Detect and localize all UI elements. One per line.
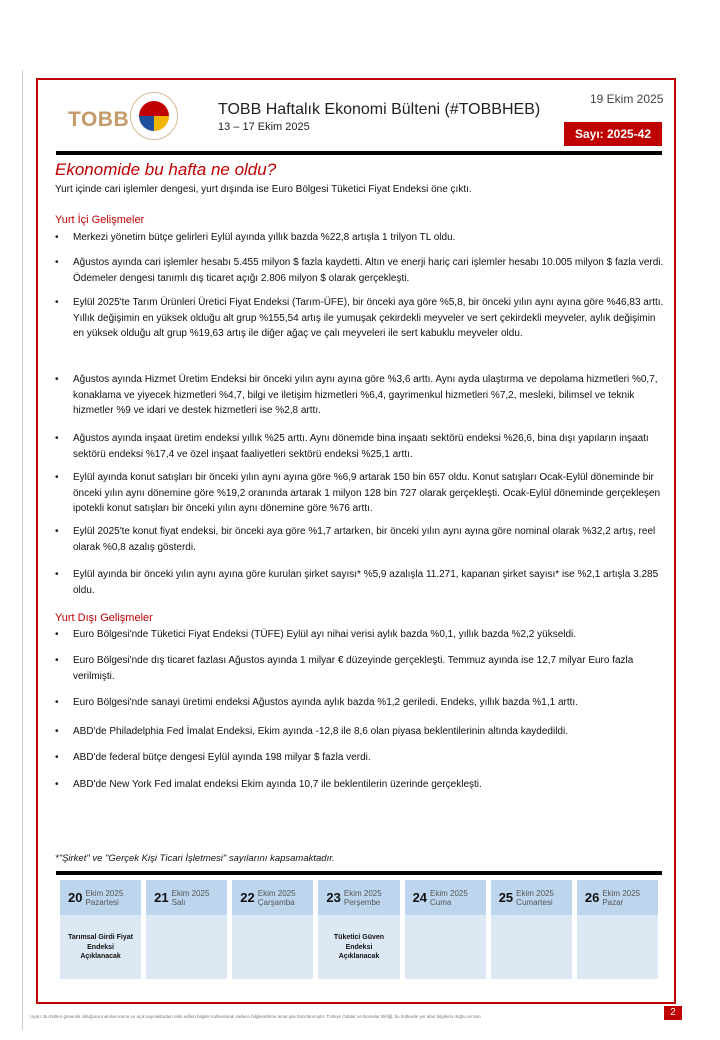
list-item: • ABD'de New York Fed imalat endeksi Ekim ayında 10,7 ile beklentilerin üzerinde gerçekleşti. <box>55 777 665 793</box>
day-number: 25 <box>498 890 514 905</box>
lead-text: Yurt içinde cari işlemler dengesi, yurt dışında ise Euro Bölgesi Tüketici Fiyat Endeksi öne çıktı. <box>55 184 472 195</box>
day-number: 20 <box>68 890 83 905</box>
list-item: • ABD'de federal bütçe dengesi Eylül ayında 198 milyar $ fazla verdi. <box>55 750 665 766</box>
calendar-day <box>60 880 141 979</box>
day-weekday: Pazar <box>602 897 624 907</box>
list-item: • Euro Bölgesi'nde dış ticaret fazlası Ağustos ayında 1 milyar € düzeyinde gerçekleşti. Temmuz ayında ise 12,7 milyar Euro fazla verilmişti. <box>55 653 665 684</box>
list-item: • Ağustos ayında Hizmet Üretim Endeksi bir önceki yılın aynı ayına göre %3,6 arttı. Aynı ayda ulaştırma ve depolama hizmetleri %0,7, konaklama ve yiyecek hizmetleri %4,7, bilgi ve iletişim hizmetleri %6,4, gayrimenkul hizmetleri %7,2, mesleki, bilimsel ve teknik hizmetler %9 ve idari ve destek hizmetleri ise %2,8 arttı. <box>55 372 665 419</box>
calendar-day <box>405 880 486 979</box>
list-item: • Ağustos ayında cari işlemler hesabı 5.455 milyon $ fazla kaydetti. Altın ve enerji hariç cari işlemler hesabı 10.005 milyon $ fazla verdi. Ödemeler dengesi tanımlı dış ticaret açığı 2.806 milyon $ olarak gerçekleşti. <box>55 255 665 286</box>
day-month: Ekim 2025 <box>430 888 468 898</box>
calendar-day <box>146 880 227 979</box>
bulletin-title: TOBB Haftalık Ekonomi Bülteni (#TOBBHEB) <box>218 101 541 118</box>
calendar-day <box>232 880 313 979</box>
day-number: 23 <box>326 890 341 905</box>
day-event: Tarımsal Girdi Fiyat Endeksi Açıklanacak <box>68 934 133 960</box>
list-item: • Merkezi yönetim bütçe gelirleri Eylül ayında yıllık bazda %22,8 artışla 1 trilyon TL oldu. <box>55 230 665 246</box>
day-event <box>232 915 313 933</box>
list-item: • Eylül 2025'te Tarım Ürünleri Üretici Fiyat Endeksi (Tarım-ÜFE), bir önceki aya göre %5,8, bir önceki yılın aynı ayına göre %46,83 arttı. Yıllık değişimin en yüksek olduğu alt grup %155,54 artış ile yumuşak çekirdekli meyveler ve sert çekirdekli meyveler, aylık değişimin en yüksek olduğu alt grup %19,63 artış ile diğer ağaç ve çalı meyveleri ile sert kabuklu meyveler oldu. <box>55 295 665 342</box>
bulletin-dates: 13 – 17 Ekim 2025 <box>218 121 310 133</box>
day-month: Ekim 2025 <box>602 888 641 898</box>
publication-date: 19 Ekim 2025 <box>590 92 664 106</box>
day-weekday: Cumartesi <box>516 897 553 907</box>
day-weekday: Pazartesi <box>85 897 119 907</box>
day-month: Ekim 2025 <box>171 888 210 898</box>
day-weekday: Salı <box>171 897 186 907</box>
day-month: Ekim 2025 <box>516 888 554 898</box>
domestic-heading: Yurt İçi Gelişmeler <box>55 214 145 226</box>
issue-badge: Sayı: 2025-42 <box>564 122 662 146</box>
calendar-day <box>577 880 658 979</box>
day-month: Ekim 2025 <box>85 888 124 898</box>
section-heading: Ekonomide bu hafta ne oldu? <box>55 160 277 179</box>
day-weekday: Cuma <box>430 897 452 907</box>
day-weekday: Perşembe <box>343 897 381 907</box>
calendar-day <box>491 880 572 979</box>
day-event <box>405 915 486 933</box>
tobb-logo: TOBB <box>68 108 130 131</box>
list-item: • Eylül 2025'te konut fiyat endeksi, bir önceki aya göre %1,7 artarken, bir önceki yılın aynı ayına göre nominal olarak %32,2 artış, reel olarak %0,8 azalış gösterdi. <box>55 524 665 555</box>
page-number: 2 <box>664 1006 682 1020</box>
weekly-calendar <box>60 880 658 979</box>
disclaimer: Uyarı: Bu bülten güvenilir olduğuna inanılan kamu ve açık kaynaklardan elde edilen bilgiler kullanılarak sadece bilgilendirme amacıyla hazırlanmıştır. Türkiye Odalar ve Borsalar Birliği, bu bültende yer alan bilgilerin doğru ve tam <box>30 1014 481 1019</box>
list-item: • Euro Bölgesi'nde sanayi üretimi endeksi Ağustos ayında aylık bazda %1,2 geriledi. Endeks, yıllık bazda %1,1 arttı. <box>55 695 665 711</box>
calendar-day <box>318 880 399 979</box>
day-event <box>146 915 227 933</box>
list-item: • Ağustos ayında inşaat üretim endeksi yıllık %25 arttı. Aynı dönemde bina inşaatı sektörü endeksi %26,6, bina dışı yapıların inşaatı sektörü endeksi %17,4 ve özel inşaat faaliyetleri sektörü endeksi %25,1 arttı. <box>55 431 665 462</box>
day-event: Tüketici Güven Endeksi Açıklanacak <box>333 934 385 960</box>
tobb-seal-icon <box>130 92 178 140</box>
footnote: *"Şirket" ve "Gerçek Kişi Ticari İşletmesi" sayılarını kapsamaktadır. <box>55 853 335 864</box>
header-divider <box>56 151 662 155</box>
day-number: 26 <box>584 890 600 905</box>
day-event <box>491 915 572 933</box>
list-item: • ABD'de Philadelphia Fed İmalat Endeksi, Ekim ayında -12,8 ile 8,6 olan piyasa beklentilerinin altında kaydedildi. <box>55 724 665 740</box>
list-item: • Euro Bölgesi'nde Tüketici Fiyat Endeksi (TÜFE) Eylül ayı nihai verisi aylık bazda %0,1, yıllık bazda %2,2 yükseldi. <box>55 627 665 643</box>
foreign-heading: Yurt Dışı Gelişmeler <box>55 612 153 624</box>
day-number: 24 <box>412 890 428 905</box>
day-month: Ekim 2025 <box>343 888 382 898</box>
day-weekday: Çarşamba <box>257 897 295 907</box>
day-event <box>577 915 658 933</box>
list-item: • Eylül ayında konut satışları bir önceki yılın aynı ayına göre %6,9 artarak 150 bin 657 oldu. Konut satışları Ocak-Eylül döneminde bir önceki yılın aynı dönemine göre %19,2 oranında artarak 1 milyon 128 bin 727 olarak gerçekleşti. Ocak-Eylül döneminde gerçekleşen ipotekli konut satışları bir önceki yılın aynı dönemine göre %76 arttı. <box>55 470 665 517</box>
day-number: 21 <box>154 890 169 905</box>
list-item: • Eylül ayında bir önceki yılın aynı ayına göre kurulan şirket sayısı* %5,9 azalışla 11.271, kapanan şirket sayısı* ise %2,1 artışla 3.285 oldu. <box>55 567 665 598</box>
page-edge <box>22 70 23 1030</box>
day-month: Ekim 2025 <box>257 888 296 898</box>
calendar-divider <box>56 871 662 875</box>
day-number: 22 <box>240 890 255 905</box>
